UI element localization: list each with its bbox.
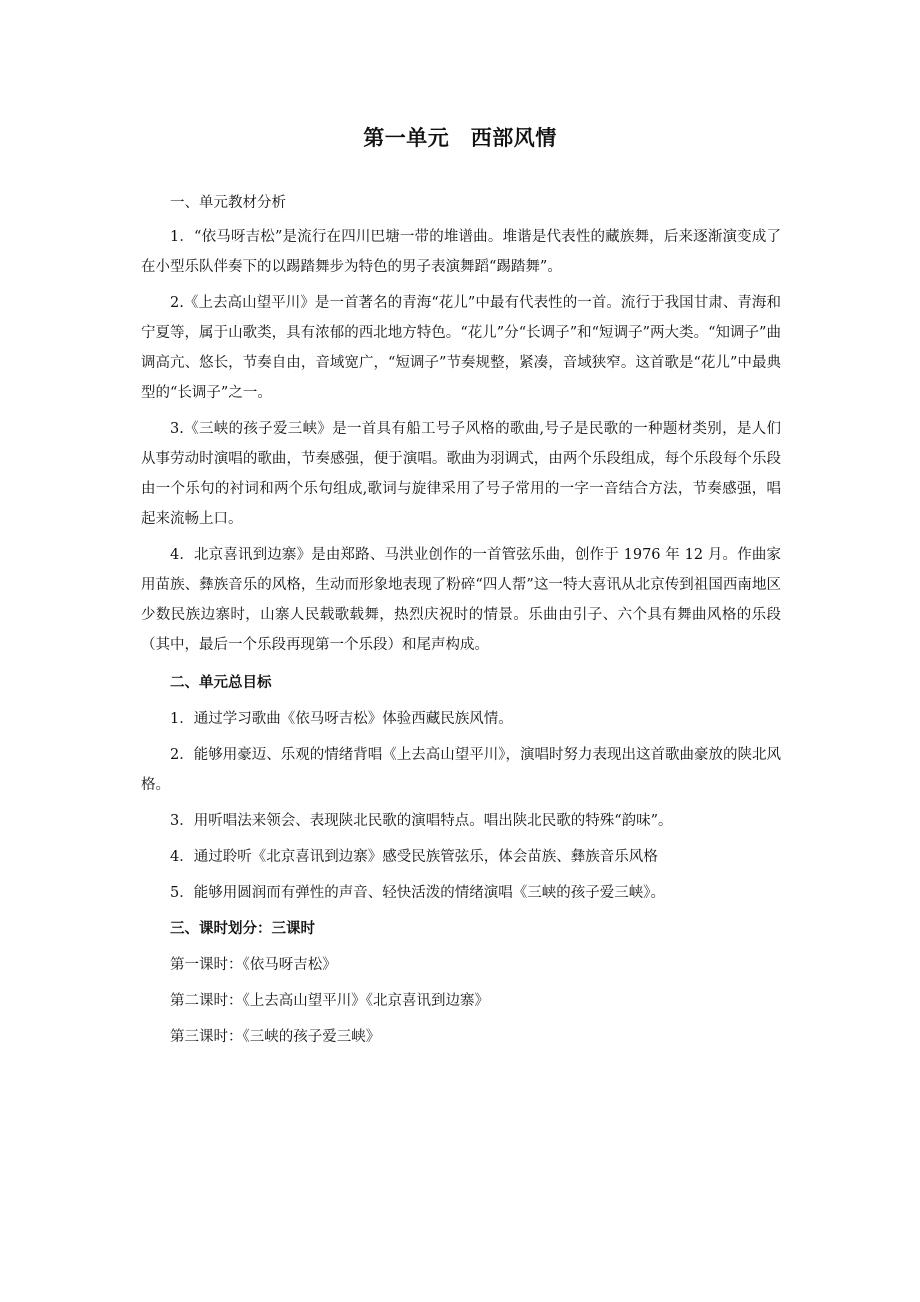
document-body [141,188,781,1058]
analysis-paragraph: 4．北京喜讯到边寨》是由郑路、马洪业创作的一首管弦乐曲，创作于 1976 年 12 月。作曲家用苗族、彝族音乐的风格，生动而形象地表现了粉碎“四人帮”这一特大喜讯从北京传到祖国西南地区少数民族边寨时，山寨人民载歌载舞，热烈庆祝时的情景。乐曲由引子、六个具有舞曲风格的乐段（其中，最后一个乐段再现第一个乐段）和尾声构成。 [141,547,781,653]
analysis-paragraph: 2.《上去高山望平川》是一首著名的青海“花儿”中最有代表性的一首。流行于我国甘肃、青海和宁夏等，属于山歌类，具有浓郁的西北地方特色。“花儿”分“长调子”和“短调子”两大类。“知调子”曲调高亢、悠长，节奏自由，音域宽广，“短调子”节奏规整，紧凑，音域狭窄。这首歌是“花儿”中最典型的“长调子”之一。 [141,295,781,401]
page-title: 第一单元 西部风情 [363,126,557,150]
goal-item: 5．能够用圆润而有弹性的声音、轻快活泼的情绪演唱《三峡的孩子爱三峡》。 [170,885,665,901]
schedule-item: 第二课时：《上去高山望平川》《北京喜讯到边寨》 [170,993,489,1009]
schedule-item: 第一课时：《依马呀吉松》 [170,957,337,973]
goal-item: 4．通过聆听《北京喜讯到边寨》感受民族管弦乐，体会苗族、彝族音乐风格 [170,849,658,865]
section-heading-goals: 二、单元总目标 [170,675,272,691]
goal-item: 1．通过学习歌曲《依马呀吉松》体验西藏民族风情。 [170,711,513,727]
goal-item: 3．用听唱法来领会、表现陕北民歌的演唱特点。唱出陕北民歌的特殊“韵味”。 [170,813,673,829]
section-heading-schedule: 三、课时划分：三课时 [170,921,315,937]
analysis-paragraph: 1．“依马呀吉松”是流行在四川巴塘一带的堆谱曲。堆谐是代表性的藏族舞，后来逐渐演变成了在小型乐队伴奏下的以踢踏舞步为特色的男子表演舞蹈“踢踏舞”。 [141,229,781,275]
analysis-paragraph: 3.《三峡的孩子爱三峡》是一首具有船工号子风格的歌曲,号子是民歌的一种题材类别，是人们从事劳动时演唱的歌曲，节奏感强，便于演唱。歌曲为羽调式，由两个乐段组成，每个乐段每个乐段由一个乐句的衬词和两个乐句组成,歌词与旋律采用了号子常用的一字一音结合方法，节奏感强，唱起来流畅上口。 [141,421,781,527]
goal-item: 2．能够用豪迈、乐观的情绪背唱《上去高山望平川》，演唱时努力表现出这首歌曲豪放的陕北风格。 [141,747,781,793]
schedule-item: 第三课时：《三峡的孩子爱三峡》 [170,1029,381,1045]
section-heading-analysis: 一、单元教材分析 [170,195,286,211]
